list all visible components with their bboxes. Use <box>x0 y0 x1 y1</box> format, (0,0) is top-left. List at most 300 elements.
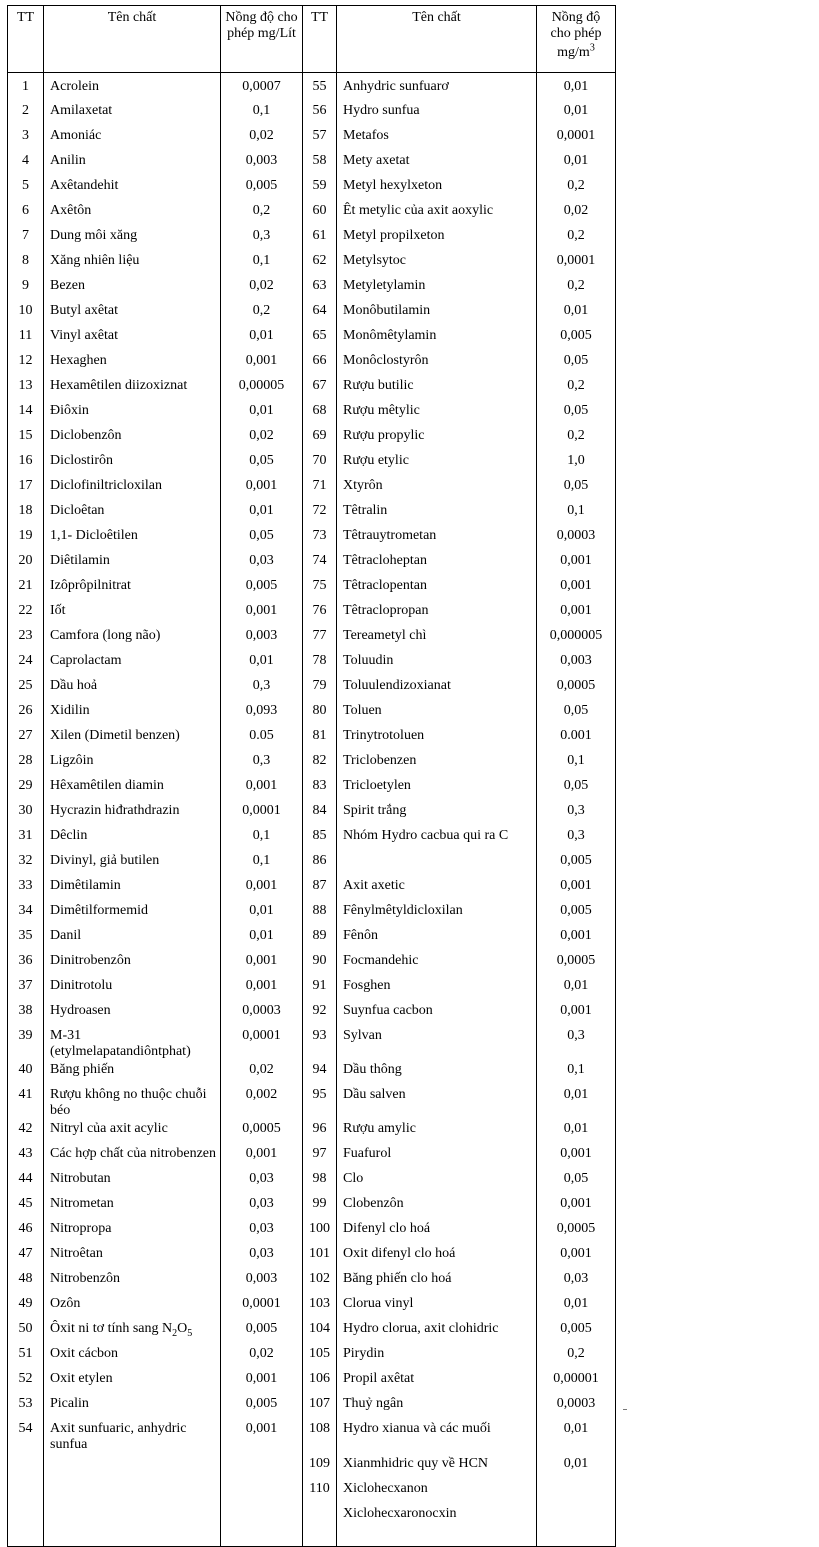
left-limit-value-cell: 0,001 <box>221 1369 303 1394</box>
right-tt-cell: 70 <box>303 451 337 476</box>
left-substance-name-cell: Hexamêtilen diizoxiznat <box>44 376 221 401</box>
right-substance-name-cell: Difenyl clo hoá <box>337 1219 537 1244</box>
right-limit-value-cell: 0,3 <box>537 1026 616 1060</box>
table-row <box>8 1219 616 1244</box>
left-substance-name-cell: Oxit cácbon <box>44 1344 221 1369</box>
left-limit-value-cell: 0,05 <box>221 526 303 551</box>
left-substance-name-cell: Nitroêtan <box>44 1244 221 1269</box>
left-substance-name-cell: Xăng nhiên liệu <box>44 251 221 276</box>
left-tt-cell: 47 <box>8 1244 44 1269</box>
left-tt-cell: 40 <box>8 1060 44 1085</box>
left-tt-cell: 21 <box>8 576 44 601</box>
table-row <box>8 1294 616 1319</box>
right-substance-name-cell: Xiclohecxanon <box>337 1479 537 1504</box>
right-tt-cell: 100 <box>303 1219 337 1244</box>
left-limit-value-cell: 0,01 <box>221 401 303 426</box>
right-substance-name-cell: Băng phiến clo hoá <box>337 1269 537 1294</box>
left-tt-cell: 25 <box>8 676 44 701</box>
right-substance-name-cell: Mety axetat <box>337 151 537 176</box>
header-tt-left: TT <box>8 6 44 73</box>
left-tt-cell: 48 <box>8 1269 44 1294</box>
left-substance-name-cell: Hexaghen <box>44 351 221 376</box>
right-substance-name-cell: Hydro sunfua <box>337 101 537 126</box>
table-row <box>8 1060 616 1085</box>
right-tt-cell: 94 <box>303 1060 337 1085</box>
left-limit-value-cell: 0,02 <box>221 1344 303 1369</box>
right-limit-value-cell: 0,001 <box>537 926 616 951</box>
left-limit-value-cell: 0,1 <box>221 101 303 126</box>
right-tt-cell: 93 <box>303 1026 337 1060</box>
table-row <box>8 1479 616 1504</box>
left-substance-name-cell: Diclofiniltricloxilan <box>44 476 221 501</box>
corner-mark <box>623 1409 627 1410</box>
header-name-right: Tên chất <box>337 6 537 73</box>
left-limit-value-cell: 0,05 <box>221 451 303 476</box>
left-limit-value-cell: 0,03 <box>221 1169 303 1194</box>
left-substance-name-cell: Izôprôpilnitrat <box>44 576 221 601</box>
right-limit-value-cell: 0,0001 <box>537 251 616 276</box>
right-substance-name-cell <box>337 851 537 876</box>
right-limit-value-cell <box>537 1479 616 1504</box>
left-tt-cell <box>8 1479 44 1504</box>
right-limit-value-cell: 0,2 <box>537 376 616 401</box>
left-limit-value-cell: 0,01 <box>221 651 303 676</box>
left-tt-cell: 3 <box>8 126 44 151</box>
right-limit-value-cell: 0,001 <box>537 1144 616 1169</box>
left-tt-cell: 30 <box>8 801 44 826</box>
right-substance-name-cell: Metyletylamin <box>337 276 537 301</box>
left-limit-value-cell: 0,005 <box>221 576 303 601</box>
right-tt-cell: 109 <box>303 1454 337 1479</box>
right-limit-value-cell: 0,01 <box>537 1454 616 1479</box>
right-tt-cell: 102 <box>303 1269 337 1294</box>
left-substance-name-cell: Vinyl axêtat <box>44 326 221 351</box>
left-tt-cell: 23 <box>8 626 44 651</box>
left-limit-value-cell: 0,02 <box>221 276 303 301</box>
right-substance-name-cell: Fuafurol <box>337 1144 537 1169</box>
right-substance-name-cell: Metyl hexylxeton <box>337 176 537 201</box>
table-row <box>8 476 616 501</box>
left-substance-name-cell: Các hợp chất của nitrobenzen <box>44 1144 221 1169</box>
left-substance-name-cell: Butyl axêtat <box>44 301 221 326</box>
table-row <box>8 1026 616 1060</box>
left-limit-value-cell: 0,0001 <box>221 1026 303 1060</box>
left-substance-name-cell: Camfora (long não) <box>44 626 221 651</box>
right-tt-cell: 73 <box>303 526 337 551</box>
right-tt-cell: 72 <box>303 501 337 526</box>
right-substance-name-cell: Tereametyl chì <box>337 626 537 651</box>
right-substance-name-cell: Êt metylic của axit aoxylic <box>337 201 537 226</box>
right-substance-name-cell: Dầu salven <box>337 1085 537 1119</box>
right-tt-cell: 103 <box>303 1294 337 1319</box>
right-substance-name-cell: Fênôn <box>337 926 537 951</box>
left-substance-name-cell: Hydroasen <box>44 1001 221 1026</box>
right-limit-value-cell: 0,01 <box>537 301 616 326</box>
right-substance-name-cell: Xiclohecxaronocxin <box>337 1504 537 1547</box>
right-substance-name-cell: Metyl propilxeton <box>337 226 537 251</box>
left-substance-name-cell: Nitrobenzôn <box>44 1269 221 1294</box>
left-tt-cell: 15 <box>8 426 44 451</box>
right-limit-value-cell: 0,01 <box>537 1294 616 1319</box>
left-limit-value-cell: 0,003 <box>221 1269 303 1294</box>
right-limit-value-cell: 0,2 <box>537 1344 616 1369</box>
right-substance-name-cell: Monômêtylamin <box>337 326 537 351</box>
left-substance-name-cell: Iốt <box>44 601 221 626</box>
right-substance-name-cell: Propil axêtat <box>337 1369 537 1394</box>
right-substance-name-cell: Metylsytoc <box>337 251 537 276</box>
left-limit-value-cell: 0,001 <box>221 1144 303 1169</box>
left-limit-value-cell: 0,00005 <box>221 376 303 401</box>
left-limit-value-cell: 0,03 <box>221 1244 303 1269</box>
table-row <box>8 101 616 126</box>
left-substance-name-cell <box>44 1454 221 1479</box>
left-tt-cell: 28 <box>8 751 44 776</box>
right-tt-cell: 98 <box>303 1169 337 1194</box>
right-limit-value-cell: 0,01 <box>537 976 616 1001</box>
right-tt-cell: 76 <box>303 601 337 626</box>
left-substance-name-cell: Picalin <box>44 1394 221 1419</box>
right-tt-cell: 106 <box>303 1369 337 1394</box>
right-limit-value-cell: 0,2 <box>537 176 616 201</box>
table-row <box>8 1144 616 1169</box>
left-substance-name-cell: Diêtilamin <box>44 551 221 576</box>
table-row <box>8 901 616 926</box>
right-substance-name-cell: Toluudin <box>337 651 537 676</box>
left-limit-value-cell: 0,001 <box>221 351 303 376</box>
right-limit-value-cell: 0,05 <box>537 401 616 426</box>
right-substance-name-cell: Triclobenzen <box>337 751 537 776</box>
left-limit-value-cell: 0,001 <box>221 601 303 626</box>
right-limit-value-cell: 0,000005 <box>537 626 616 651</box>
table-row <box>8 426 616 451</box>
right-limit-value-cell: 0,3 <box>537 826 616 851</box>
table-row <box>8 801 616 826</box>
left-tt-cell: 20 <box>8 551 44 576</box>
left-substance-name-cell: Axêtôn <box>44 201 221 226</box>
left-limit-value-cell: 0,001 <box>221 951 303 976</box>
table-row <box>8 1504 616 1547</box>
table-row <box>8 1419 616 1453</box>
table-row <box>8 776 616 801</box>
right-limit-value-cell: 0,001 <box>537 551 616 576</box>
right-substance-name-cell: Têtracloheptan <box>337 551 537 576</box>
left-tt-cell: 33 <box>8 876 44 901</box>
left-limit-value-cell <box>221 1479 303 1504</box>
left-tt-cell: 12 <box>8 351 44 376</box>
left-tt-cell: 32 <box>8 851 44 876</box>
right-tt-cell: 56 <box>303 101 337 126</box>
left-tt-cell: 11 <box>8 326 44 351</box>
table-row <box>8 226 616 251</box>
table-row <box>8 976 616 1001</box>
right-tt-cell: 87 <box>303 876 337 901</box>
left-limit-value-cell: 0,0003 <box>221 1001 303 1026</box>
right-limit-value-cell: 0,001 <box>537 1244 616 1269</box>
left-substance-name-cell: Xilen (Dimetil benzen) <box>44 726 221 751</box>
left-substance-name-cell: Danil <box>44 926 221 951</box>
right-limit-value-cell: 0,001 <box>537 1001 616 1026</box>
right-tt-cell: 101 <box>303 1244 337 1269</box>
left-limit-value-cell: 0,005 <box>221 1394 303 1419</box>
left-tt-cell: 43 <box>8 1144 44 1169</box>
right-tt-cell <box>303 1504 337 1547</box>
table-row <box>8 1369 616 1394</box>
left-substance-name-cell: Diclobenzôn <box>44 426 221 451</box>
table-row <box>8 1194 616 1219</box>
table-row <box>8 551 616 576</box>
left-limit-value-cell: 0.05 <box>221 726 303 751</box>
right-limit-value-cell: 0,0005 <box>537 676 616 701</box>
left-tt-cell: 29 <box>8 776 44 801</box>
left-limit-value-cell: 0,02 <box>221 126 303 151</box>
right-tt-cell: 65 <box>303 326 337 351</box>
table-row <box>8 1001 616 1026</box>
right-substance-name-cell: Têtralin <box>337 501 537 526</box>
left-limit-value-cell: 0,01 <box>221 926 303 951</box>
left-tt-cell: 42 <box>8 1119 44 1144</box>
left-tt-cell: 6 <box>8 201 44 226</box>
table-row <box>8 351 616 376</box>
right-limit-value-cell: 0,0001 <box>537 126 616 151</box>
left-substance-name-cell: Hêxamêtilen diamin <box>44 776 221 801</box>
right-limit-value-cell: 0,01 <box>537 151 616 176</box>
right-tt-cell: 67 <box>303 376 337 401</box>
left-tt-cell: 26 <box>8 701 44 726</box>
right-tt-cell: 66 <box>303 351 337 376</box>
right-limit-value-cell: 0,05 <box>537 1169 616 1194</box>
left-tt-cell: 36 <box>8 951 44 976</box>
table-row <box>8 326 616 351</box>
left-tt-cell: 1 <box>8 73 44 102</box>
right-substance-name-cell: Rượu mêtylic <box>337 401 537 426</box>
right-tt-cell: 59 <box>303 176 337 201</box>
left-substance-name-cell: Hycrazin hiđrathdrazin <box>44 801 221 826</box>
left-substance-name-cell: Bezen <box>44 276 221 301</box>
right-limit-value-cell: 0,01 <box>537 101 616 126</box>
left-substance-name-cell: Oxit etylen <box>44 1369 221 1394</box>
left-substance-name-cell: Caprolactam <box>44 651 221 676</box>
right-limit-value-cell: 0,001 <box>537 576 616 601</box>
left-limit-value-cell: 0,002 <box>221 1085 303 1119</box>
right-tt-cell: 85 <box>303 826 337 851</box>
left-tt-cell: 31 <box>8 826 44 851</box>
left-limit-value-cell: 0,01 <box>221 326 303 351</box>
substance-limit-table-container <box>7 5 615 1521</box>
left-substance-name-cell: Dầu hoả <box>44 676 221 701</box>
right-substance-name-cell: Clorua vinyl <box>337 1294 537 1319</box>
right-limit-value-cell: 0,00001 <box>537 1369 616 1394</box>
left-substance-name-cell: Dimêtilformemid <box>44 901 221 926</box>
left-tt-cell: 16 <box>8 451 44 476</box>
left-substance-name-cell: Nitropropa <box>44 1219 221 1244</box>
left-limit-value-cell: 0,01 <box>221 501 303 526</box>
right-limit-value-cell: 0,02 <box>537 201 616 226</box>
table-row <box>8 526 616 551</box>
table-row <box>8 151 616 176</box>
left-substance-name-cell: Dimêtilamin <box>44 876 221 901</box>
right-tt-cell: 64 <box>303 301 337 326</box>
header-limit-right-text: Nồng độ cho phép $mg/m^3$ <box>550 10 602 60</box>
right-substance-name-cell: Nhóm Hydro cacbua qui ra C <box>337 826 537 851</box>
right-tt-cell: 71 <box>303 476 337 501</box>
left-substance-name-cell: Acrolein <box>44 73 221 102</box>
right-limit-value-cell: 0,05 <box>537 776 616 801</box>
right-limit-value-cell: 0,005 <box>537 1319 616 1344</box>
table-row <box>8 676 616 701</box>
right-tt-cell: 88 <box>303 901 337 926</box>
right-substance-name-cell: Fênylmêtyldicloxilan <box>337 901 537 926</box>
table-row <box>8 401 616 426</box>
right-substance-name-cell: Xtyrôn <box>337 476 537 501</box>
right-limit-value-cell: 0,0003 <box>537 1394 616 1419</box>
right-limit-value-cell: 0,05 <box>537 701 616 726</box>
table-row <box>8 126 616 151</box>
left-limit-value-cell: 0,01 <box>221 901 303 926</box>
table-row <box>8 1454 616 1479</box>
right-tt-cell: 110 <box>303 1479 337 1504</box>
left-substance-name-cell: Axêtandehit <box>44 176 221 201</box>
left-tt-cell <box>8 1504 44 1547</box>
left-tt-cell: 49 <box>8 1294 44 1319</box>
right-limit-value-cell: 0,001 <box>537 601 616 626</box>
right-tt-cell: 86 <box>303 851 337 876</box>
right-limit-value-cell: 0,1 <box>537 1060 616 1085</box>
right-limit-value-cell: 0,005 <box>537 326 616 351</box>
right-substance-name-cell: Oxit difenyl clo hoá <box>337 1244 537 1269</box>
right-limit-value-cell: 0,005 <box>537 901 616 926</box>
left-substance-name-cell: Dêclin <box>44 826 221 851</box>
left-limit-value-cell: 0,2 <box>221 201 303 226</box>
left-substance-name-cell: Điôxin <box>44 401 221 426</box>
right-substance-name-cell: Axit axetic <box>337 876 537 901</box>
right-limit-value-cell: 0,2 <box>537 226 616 251</box>
left-tt-cell: 38 <box>8 1001 44 1026</box>
left-tt-cell: 9 <box>8 276 44 301</box>
left-limit-value-cell: 0,03 <box>221 551 303 576</box>
table-row <box>8 276 616 301</box>
table-row <box>8 176 616 201</box>
table-row <box>8 1269 616 1294</box>
left-substance-name-cell: M-31 (etylmelapatandiôntphat) <box>44 1026 221 1060</box>
left-tt-cell: 35 <box>8 926 44 951</box>
table-row <box>8 876 616 901</box>
right-tt-cell: 90 <box>303 951 337 976</box>
left-tt-cell: 52 <box>8 1369 44 1394</box>
left-tt-cell: 18 <box>8 501 44 526</box>
left-limit-value-cell: 0,03 <box>221 1194 303 1219</box>
left-limit-value-cell <box>221 1454 303 1479</box>
left-limit-value-cell: 0,1 <box>221 251 303 276</box>
right-limit-value-cell: 0,03 <box>537 1269 616 1294</box>
right-limit-value-cell: 0,1 <box>537 501 616 526</box>
right-tt-cell: 58 <box>303 151 337 176</box>
left-substance-name-cell: Axit sunfuaric, anhydric sunfua <box>44 1419 221 1453</box>
right-limit-value-cell: 0,05 <box>537 476 616 501</box>
right-substance-name-cell: Fosghen <box>337 976 537 1001</box>
table-row <box>8 73 616 102</box>
header-tt-right: TT <box>303 6 337 73</box>
left-tt-cell: 41 <box>8 1085 44 1119</box>
left-tt-cell: 17 <box>8 476 44 501</box>
right-tt-cell: 61 <box>303 226 337 251</box>
right-tt-cell: 84 <box>303 801 337 826</box>
right-tt-cell: 68 <box>303 401 337 426</box>
left-substance-name-cell: Ligzôin <box>44 751 221 776</box>
right-substance-name-cell: Xianmhidric quy về HCN <box>337 1454 537 1479</box>
right-limit-value-cell: 0,01 <box>537 1419 616 1453</box>
right-substance-name-cell: Focmandehic <box>337 951 537 976</box>
table-row <box>8 751 616 776</box>
left-tt-cell: 14 <box>8 401 44 426</box>
left-limit-value-cell: 0,001 <box>221 776 303 801</box>
right-tt-cell: 77 <box>303 626 337 651</box>
left-tt-cell: 37 <box>8 976 44 1001</box>
table-row <box>8 301 616 326</box>
left-substance-name-cell: Dinitrotolu <box>44 976 221 1001</box>
right-tt-cell: 92 <box>303 1001 337 1026</box>
right-limit-value-cell: 0,003 <box>537 651 616 676</box>
table-row <box>8 651 616 676</box>
right-tt-cell: 91 <box>303 976 337 1001</box>
right-tt-cell: 96 <box>303 1119 337 1144</box>
right-tt-cell: 75 <box>303 576 337 601</box>
right-tt-cell: 55 <box>303 73 337 102</box>
left-limit-value-cell <box>221 1504 303 1547</box>
table-row <box>8 501 616 526</box>
left-substance-name-cell: Nitrobutan <box>44 1169 221 1194</box>
table-row <box>8 951 616 976</box>
left-limit-value-cell: 0,1 <box>221 851 303 876</box>
left-limit-value-cell: 0,0005 <box>221 1119 303 1144</box>
left-limit-value-cell: 0,001 <box>221 976 303 1001</box>
right-tt-cell: 97 <box>303 1144 337 1169</box>
right-limit-value-cell: 0,005 <box>537 851 616 876</box>
right-substance-name-cell: Clobenzôn <box>337 1194 537 1219</box>
right-limit-value-cell: 0,3 <box>537 801 616 826</box>
right-substance-name-cell: Metafos <box>337 126 537 151</box>
table-row <box>8 1119 616 1144</box>
left-tt-cell: 10 <box>8 301 44 326</box>
table-row <box>8 926 616 951</box>
table-row <box>8 201 616 226</box>
right-limit-value-cell: 0,1 <box>537 751 616 776</box>
right-substance-name-cell: Pirydin <box>337 1344 537 1369</box>
table-row <box>8 826 616 851</box>
right-substance-name-cell: Clo <box>337 1169 537 1194</box>
right-limit-value-cell: 0,001 <box>537 876 616 901</box>
right-tt-cell: 78 <box>303 651 337 676</box>
left-limit-value-cell: 0,02 <box>221 426 303 451</box>
right-tt-cell: 60 <box>303 201 337 226</box>
left-tt-cell: 13 <box>8 376 44 401</box>
table-row <box>8 1244 616 1269</box>
header-limit-right <box>537 6 616 73</box>
right-limit-value-cell <box>537 1504 616 1547</box>
right-substance-name-cell: Spirit trắng <box>337 801 537 826</box>
right-tt-cell: 82 <box>303 751 337 776</box>
left-substance-name-cell: Ozôn <box>44 1294 221 1319</box>
left-substance-name-cell: Amilaxetat <box>44 101 221 126</box>
left-substance-name-cell: Ôxit ni tơ tính sang $N_2O_5$ <box>44 1319 221 1344</box>
right-tt-cell: 104 <box>303 1319 337 1344</box>
header-row <box>8 6 616 73</box>
right-substance-name-cell: Suynfua cacbon <box>337 1001 537 1026</box>
left-limit-value-cell: 0,3 <box>221 226 303 251</box>
left-tt-cell: 7 <box>8 226 44 251</box>
left-limit-value-cell: 0,005 <box>221 1319 303 1344</box>
left-tt-cell: 46 <box>8 1219 44 1244</box>
left-limit-value-cell: 0,001 <box>221 1419 303 1453</box>
